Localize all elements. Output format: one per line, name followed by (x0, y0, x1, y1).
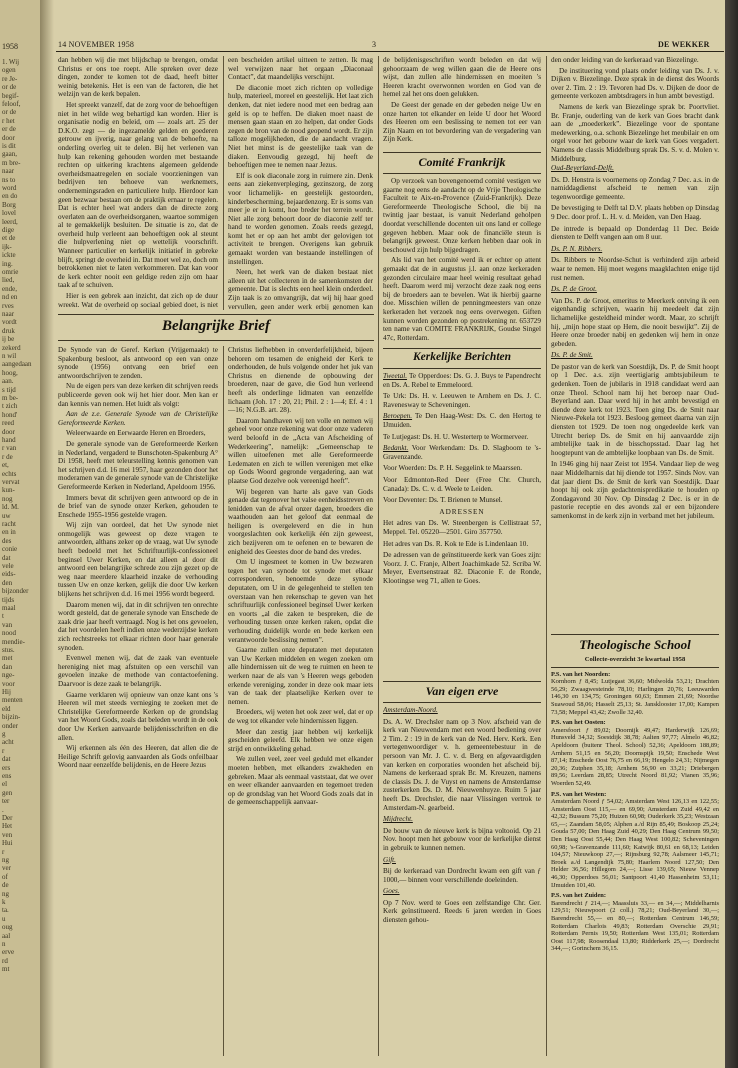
prev-page-fragment: ens (2, 772, 12, 780)
goes-continuation: den onder leiding van de kerkeraad van Biezelinge. De instituering vond plaats onder leiding van Ds. J. v. Dijken v. Biezelinge. Deze sprak in de dienst des Woords over 2. Tim. 2 : 19. Tevoren had Ds. v. Dijken de door de gemeente verkozen ambtsdragers in hun ambt bevestigd. Namens de kerk van Biezelinge sprak br. Poortvliet. Br. Franje, ouderling van de kerk van Goes bracht dank aan de „moederkerk”. Biezelinge voor de spontane medewerking, o.a. schonk Biezelinge het meubilair en om orgel voor het gebouw waar de kerk van Goes vergadert. Namens de classis Middelburg sprak Ds. S. v. d. Molen v. Middelburg. (551, 56, 719, 162)
prev-page-fragment: et de (2, 234, 16, 243)
prev-page-fragment: ng (2, 889, 9, 898)
prev-page-fragment: lied, (2, 276, 15, 285)
prev-page-fragment: m bre- (2, 158, 21, 167)
prev-page-fragment: g (2, 730, 6, 738)
kerk-item-text: Te Lutjegast: Ds. H. U. Westerterp te Wormerveer. (383, 432, 529, 441)
comite-signature (383, 344, 541, 345)
prev-page-fragment: ing. (2, 259, 13, 268)
prev-page-fragment: is dit (2, 142, 16, 150)
school-collecte: Collecte-overzicht 3e kwartaal 1958 P.S. van het Noorden: Kornhorn ƒ 8,45; Lutjegast 36,60; Midwolda 53,21; Drachten 56,29; Zwaagwesteinde 78,10; Harlingen 20,76; Leeuwarden 146,30 en 134,75; Groningen 60,63; Emmen 21,69; Noordse Suawoud 58,06; Hasselt 25,13; St. Jansklooster 17,00; Kampen 73,58; Meppel 43,42; Zwolle 32,40. P.S. van het Oosten: Amersfoort ƒ 89,02; Doornijk 49,47; Harderwijk 126,69; Hunsveld 34,32; Soestdijk 38,78; Aalten 97,77; Almelo 46,82; Apeldoorn (buitenr Theol. School) 52,36; Apeldoorn 188,89; Arnhem 51,15 en 56,20; Doornspijk 19,50; Enschede West 87,14; Enschede Oost 76,75 en 66,19; Hengelo 24,31; Nijmegen 20,36; Zutphen 35,18; Arnhem 56,90 en 33,21; Driebergen 89,56; Leerdam 28,85; Utrecht Noord 81,92; Vianen 35,96; Woerden 52,49. P.S. van het Westen: Amsterdam Noord ƒ 54,02; Amsterdam West 126,13 en 122,55; Amsterdam Oost 115,— en 69,90; Amsterdam Zuid 49,42 en 42,32; Bussum 75,20; Huizen 60,98; Ouderkerk 35,23; Westzaan 65,—; Zaandam 58,05; Alphen a./d Rijn 85,49; Boskoop 25,24; Gouda 57,00; Den Haag Zuid 40,29; Den Haag Centrum 99,50; Den Haag Oost 55,44; Den Haag West 100,82; Scheveningen 60,98; 's-Gravenzande 111,60; Katwijk 80,61 en 68,13; Leiden 104,57; Nieuwkoop 27,—; Rijnsburg 92,78; Aalsmeer 145,71; Broek a./d Langendijk 75,80; Haarlem Noord 127,50; Den Helder 36,56; Hillegom 24,—; Lisse 139,65; Nieuw Vennep 46,30; Opperdoes 56,01; Santpoort 41,40 Hassenheim 53,11; IJmuiden 101,40. P.S. van het Zuiden: Barendrecht ƒ 214,—; Maassluis 33,— en 34,—; Middelharnis 129,51; Nieuwpoort (2 coll.) 78,21; Oud-Beyerland 30,—; Barendrecht 55,— en 80,—; Rotterdam Centrum 146,59; Rotterdam Charlois 49,83; Rotterdam Overschie 29,91; Rotterdam Pernis 19,50; Rotterdam West 135,01; Rotterdam Oost 117,98; Roosendaal 13,80; Ridderkerk 25,—; Dordrecht 344,—; Gorinchem 36,15. (551, 656, 719, 953)
prev-page-fragment: vele (2, 562, 14, 570)
article-diaconie-col2: een bescheiden artikel uitteen te zetten. Ik mag wel verwijzen naar het orgaan „Diaconaal Contact”, dat maandelijks verschijnt. De diaconie moet zich richten op volledige hulp, materieel, moreel en geestelijk. Het laat zich denken, dat niet iedere nood met een bedrag aan geld is op te heffen. De diaken moet naast de mensen gaan staan en zo helpen, dat onder Gods zegen de bron van de nood geopend wordt. Er zijn talloze mogelijkheden, die de aandacht vragen. Niet het minst is de geestelijke taak van de diaken. Eenvoudig gezegd, hij heeft de behoeftigen mee te nemen naar Jezus. Elf is ook diaconale zorg in ruimere zin. Denk eens aan ziekenverpleging, gezinszorg, de zorg voor lichamelijk- en geestelijk gestoorden, kinderbescherming, bejaardenzorg. Er is soms van meer je er in komt, hoe breder het terrein wordt. Niet alle zorg behoort door de diaconie zelf ter hand te worden genomen. Zoals reeds gezegd, komt het er op aan het ambt der gelovigen tot activiteit te brengen. Overigens kan gebruik gemaakt worden van bestaande instellingen of instellingen. Neen, het werk van de diaken bestaat niet alleen uit het collecteren in de samenkomsten der gemeente. Dat is slechts een heel klein onderdeel. Zijn taak is zo omvangrijk, dat wij hij haar goed vervullen, geen ander werk erbij genomen kan (228, 56, 373, 310)
header-date: 14 NOVEMBER 1958 (58, 40, 135, 49)
van-eigen-erve (383, 706, 541, 1056)
erve-item (383, 887, 541, 896)
personalia-item-text: Ds. D. Henstra is voornemens op Zondag 7 Dec. a.s. in de namiddagdienst afscheid te nemen van zijn tegenwoordige gemeente. (551, 175, 719, 201)
comite-article: Op verzoek van bovengenoemd comité vestigen we gaarne nog eens de aandacht op de Vrije Theologische Faculteit te Aix-en-Provence (Zuid-Frankrijk). Deze Gereformeerde Theologische School, die bij na twintig jaar bestaat, is vanuit Nederland geholpen doordat verschillende docenten uit ons land er college gegeven hebben. Maar ook de financiële steun is belangrijk geweest. Onze kerken hebben daar ook in beschouwd zijn hulp bijgedragen. Als lid van het comité werd ik er echter op attent gemaakt dat de in augustus j.l. aan onze kerkeraden gezonden circulaire maar heel weinig resultaat gehad heeft. Daarom werd mij verzocht deze zaak nog eens bij de broeders aan te bevelen. Wat ik hierbij gaarne doe. Misschien willen de penningmeesters van onze kerkeraden het verzoek nog eens overwegen. Giften kunnen worden gezonden op postrekening nr. 653729 ten name van COMITE FRANKRIJK, Goudse Singel 47c, Rotterdam. (383, 177, 541, 345)
prev-page-fragment: ter (2, 797, 10, 806)
kerk-list (383, 372, 541, 505)
prev-page-fragment: door (2, 427, 15, 436)
personalia-item-text: De intrede is bepaald op Donderdag 11 Dec. Beide diensten te Delft vangen aan om 8 uur. (551, 224, 719, 242)
personalia-item-text: De bevestiging te Delft tal D.V. plaats hebben op Dinsdag 9 Dec. door prof. L. H. v. d. Meiden, van Den Haag. (551, 204, 719, 221)
personalia-list (551, 164, 719, 521)
prev-page-fragment: stus. (2, 646, 15, 654)
personalia-item (551, 363, 719, 458)
personalia-item (551, 460, 719, 520)
header-page-number: 3 (372, 40, 377, 49)
kerk-item (383, 444, 541, 461)
prev-page-fragment: druk (2, 326, 15, 335)
comite-bottom-rule (383, 173, 541, 174)
prev-page-fragment: nd en (2, 293, 18, 302)
personalia-item-text: De pastor van de kerk van Soestdijk, Ds. P. de Smit hoopt op 1 Dec. a.s. zijn veertigjarig ambtsjubileum te gedenken. Toen de jubilaris in 1918 candidaat werd aan onze Theol. School nam hij het beroep naar Oud-Beyerland aan. Daar werd hij in het ambt bevestigd en diende deze kerk tot 1923. Toen ging Ds. de Smit naar Nieuwe-Pekela tot 1923. Besloog gemeet daarna van zijn diensten tot 1929. De toen nog ongedeelde kerk van Utrecht beriep Ds. de Smit en hij aanvaardde zijn ambtelijke taak in de bisschopsstad. Daar lag het hoogtepunt van de ambtelijke loopbaan van Ds. de Smit. (551, 362, 719, 457)
prev-page-fragment: onder (2, 721, 18, 730)
personalia-item-heading: Oud-Beyerland-Delft. (551, 164, 614, 172)
erve-item (383, 867, 541, 884)
prev-page-fragment: nog (2, 494, 13, 503)
prev-page-fragment: hand (2, 436, 16, 444)
prev-page-fragment: nge- (2, 671, 15, 680)
prev-page-fragment: leerd, (2, 217, 18, 226)
prev-page-fragment: t zich (2, 402, 18, 411)
prev-page-fragment: voor (2, 679, 15, 688)
personalia-item-text: In 1946 ging hij naar Zeist tot 1954. Vandaar liep de weg naar Middelharnis dat hij diende tot 1957. Sinds Nov. van dat jaar dient Ds. de Smit de kerk van Soestdijk. Daar hoopt hij ook zijn gedachtenispredikatie te houden op Zondagavond 30 Nov. Op Dinsdag 2 Dec. is er in de pastorie receptie en des avonds zal er een bijzondere samenkomst in de kerk zijn in verband met het jubileum. (551, 460, 719, 520)
prev-page-fragment: echts (2, 469, 17, 478)
kerk-item-text: Voor Woerden: Ds. P. H. Seggelink te Maarssen. (383, 464, 523, 473)
personalia-item (551, 225, 719, 242)
prev-page-fragment: u (2, 914, 6, 923)
column-divider (378, 56, 379, 1056)
kerk-bottom-rule (383, 368, 541, 369)
personalia-item (551, 204, 719, 221)
prev-page-fragment: t (2, 612, 4, 621)
erve-item (383, 706, 541, 715)
prev-page-fragment: dat (2, 755, 11, 764)
prev-page-fragment: lovel (2, 209, 16, 218)
prev-page-fragment: ld. M. (2, 503, 19, 512)
adressen-heading: ADRESSEN (439, 507, 485, 516)
prev-page-fragment: vordt (2, 318, 17, 327)
prev-page-fragment: des (2, 536, 12, 545)
prev-page-fragment: dan (2, 662, 13, 671)
brief-left-column: De Synode van de Geref. Kerken (Vrijgemaakt) te Spakenburg besloot, als antwoord op een van onze synode (1956) ontvang een brief een antwoordschrijven te zenden. Nu de eigen pers van deze kerken dit schrijven reeds publiceerde geven ook wij het hier door. Men kan er dan kennis van nemen. Het luidt als volgt: Aan de z.e. Generale Synode van de Christelijke Gereformeerde Kerken. Weleerwaarde en Eerwaarde Heren en Broeders, De generale synode van de Gereformeerde Kerken in Nederland, vergaderd te Bunschoten-Spakenburg A° Di 1958, heeft met teleurstelling kennis genomen van het schrijven d.d. 16 mei 1957, haar gezonden door het moderamen van de generale synode van de Christelijke Gereformeerde Kerken in Nederland, Apeldoorn 1956. Immers bevat dit schrijven geen antwoord op de in de brief van de synode onzer Kerken, gehouden te Enschede 1955-1956 gestelde vragen. Wij zijn van oordeel, dat het Uw synode niet onmogelijk was geweest op deze vragen te antwoorden, althans zeker op de vraag, wat Uw synode heeft bedoeld met het Schriftuurlijk-confessioneel beginsel Uwer Kerken, en dat alleen al door dit antwoord een belangrijke schrede zou zijn gezet op de weg naar meerdere klaarheid inzake de verhouding tussen Uw en onze kerken, gelijk die door Uw kerken blijkens het schrijven d.d. 16 mei 1956 wordt begeerd. Daarom menen wij, dat in dit schrijven ten onrechte wordt gesteld, dat de generale synode van Enschede de zaak drie jaar heeft vertraagd. Nog is het ons gevoelen, dat het voordelen heeft indien onze wederzijdse kerken zich rechtstreeks tot elkaar richten door haar generale synoden. Evenwel menen wij, dat de zaak van eventuele hereniging niet mag afstuiten op een verschil van gevoelen inzake de methode van contactoefening. Daarvoor is deze zaak te belangrijk. Gaarne verklaren wij opnieuw van onze kant ons 's Heeren wil met steeds vernieging te zoeken met de Christelijke Gereformeerde Kerken op de grondslag van het Woord Gods, zoals dat beleden wordt in de ook door Uw Kerken aanvaarde belijdenisschriften en die allen. Wij erkennen als één des Heeren, dat allen die de Heilige Schrift gelovig aanvaarden als Gods onfeilbaar Woord naar eenzelfde belijdenis, en de Heere Jezus (58, 346, 218, 770)
previous-page-edge (0, 0, 41, 1068)
prev-page-fragment: r van (2, 444, 17, 453)
kerk-item (383, 392, 541, 409)
header-paper-name: DE WEKKER (658, 40, 710, 49)
prev-page-fragment: door (2, 133, 15, 142)
erve-top-rule (383, 681, 541, 682)
kerk-item-heading: Bedankt. (383, 444, 409, 453)
prev-page-fragment: maal (2, 604, 16, 612)
brief-bottom-rule (58, 340, 374, 341)
prev-page-fragment: re Je- (2, 74, 18, 83)
erve-item-text: Bij de kerkeraad van Dordrecht kwam een gift van ƒ 1000,— binnen voor verschillende doeleinden. (383, 867, 541, 884)
prev-page-fragment: menten (2, 696, 23, 705)
prev-page-fragment: vervat (2, 478, 20, 486)
prev-page-fragment: Der (2, 814, 13, 822)
header-rule (56, 51, 724, 52)
erve-item (383, 815, 541, 824)
prev-page-fragment: ns to (2, 175, 16, 184)
prev-page-fragment: r de (2, 452, 13, 461)
prev-page-fragment: r (2, 847, 5, 856)
prev-page-fragment: k (2, 898, 6, 906)
prev-page-fragment: met (2, 654, 13, 663)
kerk-item-heading: Beroepen. (383, 412, 413, 421)
prev-page-fragment: Hij (2, 688, 11, 696)
prev-page-fragment: ijk- (2, 242, 12, 251)
school-top-rule (551, 634, 719, 635)
prev-page-fragment: eld (2, 704, 11, 713)
prev-page-fragment: naar (2, 167, 15, 176)
school-sub-rule (551, 667, 719, 668)
erve-item (383, 856, 541, 865)
prev-page-fragment: aangedaan (2, 360, 32, 369)
personalia-item (551, 351, 719, 360)
prev-page-fragment: dige (2, 226, 15, 234)
personalia-item (551, 176, 719, 202)
personalia-item (551, 245, 719, 254)
prev-page-fragment: racht (2, 520, 16, 528)
personalia-item-text: Ds. Ribbers te Noordse-Schut is verhinderd zijn arbeid waar te nemen. Hij moet wegens maagklachten enige tijd rust nemen. (551, 256, 719, 282)
prev-page-fragment: uw (2, 511, 11, 520)
kerk-title: Kerkelijke Berichten (412, 351, 512, 363)
personalia-item (551, 164, 719, 173)
prev-page-fragment: den (2, 578, 13, 587)
erve-item (383, 718, 541, 813)
page-fold-shadow (40, 0, 54, 1068)
comite-title: Comité Frankrijk (418, 155, 506, 169)
article-diaconie-col1: dan hebben wij die met blijdschap te brengen, omdat Christus er ons toe roept. Alle spreken over deze dingen, zonder te komen tot de daad, heeft bitter weinig betekenis. Het is een van de factoren, die het welzijn van de kerk bepalen. Het spreekt vanzelf, dat de zorg voor de behoeftigen niet in het wilde weg behartigd kan worden. Hier is organisatie nodig en beleid, om — zoals art. 25 der D.K.O. zegt — de ingezamelde gelden en goederen getrouw en ijverig, naar gelang van de behoefte, na onderling overleg uit te delen. Bij het verlenen van hulp kan rekening gehouden worden met bestaande rechten op uitkering krachtens algemeen geldende overheidsmaatregelen en sociale voorzieningen van bedrijven ten behoeve van werknemers, ondernemingsraden en particuliere hulp. Hierdoor kan geen bezwaar bestaan om de praktijk ernaar te regelen. Dat is echter heel wat anders dan de directe zorg overlaten aan de overheidsorganen, waartoe sommigen al te gemakkelijk besluiten. De situatie is zo, dat de overheid hulp verleent aan behoeftigen ook al steunt die hulpverlening niet op wettelijk voorschrift. Wanneer particulier en kerkelijk initiatief in gebreke blijft, springt de overheid in. Dat moet wel zo, doch om betrokkenen niet te laten verkommeren. Dat kan voor de kerk echter nooit een geldige reden zijn om haar taak af te schuiven. Hier is een gebrek aan inzicht, dat zich op de duur wreekt. Wat de overheid op sociaal gebied doet, is niet (58, 56, 218, 309)
prev-page-fragment: oug (2, 923, 13, 932)
prev-page-fragment: conie (2, 545, 18, 554)
prev-page-fragment: s tijd (2, 385, 16, 394)
kerk-item (383, 372, 541, 389)
background-edge (725, 0, 738, 1068)
prev-page-fragment: word (2, 184, 17, 192)
erve-item-heading: Gift. (383, 855, 396, 864)
brief-title: Belangrijke Brief (162, 318, 270, 334)
kerk-item-text: Voor Deventer: Ds. T. Brienen te Munsel. (383, 496, 503, 505)
kerk-item (383, 496, 541, 505)
erve-item-heading: Amsterdam-Noord. (383, 706, 438, 714)
prev-page-fragment: ver (2, 864, 11, 873)
kerkelijke-berichten: Tweetal. Te Opperdoes: Ds. G. J. Buys te Papendrecht en Ds. A. Rebel te Emmeloord. Te Urk: Ds. H. v. Leeuwen te Arnhem en Ds. J. C. Ravenesway te Scheveningen. Beroepen. Te Den Haag-West: Ds. C. den Hertog te IJmuiden. Te Lutjegast: Ds. H. U. Westerterp te Wormerveer. Bedankt. Voor Werkendam: Ds. D. Slagboom te 's-Gravenzande. Voor Woerden: Ds. P. H. Seggelink te Maarssen. Voor Edmonton-Red Deer (Free Chr. Church, Canada): Ds. C. v. d. Weele te Leiden. Voor Deventer: Ds. T. Brienen te Munsel. ADRESSEN Het adres van Ds. W. Steenbergen is Cellistraat 57, Meppel. Tel. 05220—2501. Giro 357750. Het adres van Ds. R. Kok te Ede is Lindenlaan 10. De adressen van de geïnstitueerde kerk van Goes zijn: Voorz. J. C. Franje, Albert Joachimkade 52. Scriba W. Meyer, Evertsenstraat 82. Diaconie F. de Ronde, Klootingse weg 71, allen te Goes. (383, 372, 541, 585)
kerk-item (383, 464, 541, 473)
prev-page-fragment: zekerd (2, 343, 21, 352)
brief-right-column: Christus liefhebben in onverderfelijkheid, bijeen behoren om tesamen de enigheid der Kerk te onderhouden, de huls volgende onder het juk van Christus en dienende de opbouwing der broederen, naar de gave, die God hun verleend heeft als onderlinge lidmaten van eenzelfde lichaam (Joh. 17 : 20, 21; Phil. 2 : 1—4; Ef. 4 : 1—16; N.G.B. art. 28). Daarom handhaven wij ten volle en nemen wij geheel voor onze rekening wat door onze vaderen werd beloofd in de „Acta van Afscheiding of Wederkeering”, namelijk: „Gemeenschap te willen uitoefenen met alle Gereformeerde Ledematen en zich te willen verenigen met elke op Gods Woord gegronde vergadering, aan wat plaatse God dezelve ook vereenigd heeft”. Wij begeren van harte als gave van Gods genade dat tegenover het valse eenheidsstreven en lenidden van de afval onzer dagen, broeders die waathouden aan het geloof dat eenmaal de heiligen is overgeleverd en die in hun voorgeslachten ook kerkelijk één zijn geweest, zich bezijveren om te oefenen en te bewaren de enigheid des Geestes door de band des vredes. Om U ingesmeet te komen in Uw bezwaren tegen het van synode tot synode met elkaar corresponderen, benoemde deze synode deputaten, om U in de gelegenheid te stellen ten overstaan van hen rekenschap te geven van het schriftuurlijk confessioneel beginsel Uwer kerken en voorts „al die zaken te bespreken, die de verhouding tussen onze kerken raken, opdat die verhouding duidelijk worde en bede kerken een verantwoorde beslissing nemen”. Gaarne zullen onze deputaten met deputaten van Uw Kerken middelen en wegen zoeken om alle hindernissen uit de weg te ruimen en heen te werken naar de als van 's Heeren wegs geboden erkende vereniging, zonder in deze ook maar iets van de taak der plaatselijke Kerken over te nemen. Broeders, wij weten het ook zeer wel, dat er op de weg tot elkander vele hindernissen liggen. Meer dan zestig jaar hebben wij kerkelijk gescheiden geleefd. Elk hebben we onze eigen strijd en ontwikkeling gehad. We zullen veel, zeer veel geduld met elkander moeten hebben, met elkanders zwakheden en gebreken. Maar als eenmaal vaststaat, dat we over en weer elkander aanvaarden en tegemoet treden op de grondslag van het Woord Gods zoals dat in de gemeenschappelijk aanvaar- (228, 346, 373, 807)
personalia-item (551, 297, 719, 349)
erve-item-text: Ds. A. W. Drechsler nam op 3 Nov. afscheid van de kerk van Nieuwendam met een woord bediening over 2 Tim. 2 : 19 in de kerk van de Ned. Herv. Kerk. Een vertegenwoordiger v. h. gemeentebestuur in de persoon van Mr. J. C. v. d. Berg en afgevaardigden van kerken en corporaties woonden het afscheid bij. Namens de kerkeraad sprak Br. M. Kreuzen, namens de classis Ds. J. de Vuyst en namens de Amsterdamse zusterkerken Ds. D. M. Nieuwenhuyze. Ruim 5 jaar heeft Ds. Drechsler, die naar Vlissingen vertrok te Amsterdam-N. gearbeid. (383, 717, 541, 812)
erve-item (383, 899, 541, 925)
prev-page-fragment: rd (2, 956, 8, 965)
personalia-item-heading: Ds. P. N. Ribbers. (551, 244, 603, 253)
erve-item-text: De bouw van de nieuwe kerk is bijna voltooid. Op 21 Nov. hoopt men het gebouw voor de kerkelijke dienst in gebruik te kunnen nemen. (383, 826, 541, 852)
prev-page-fragment: or de (2, 83, 17, 92)
erve-item-text: Op 7 Nov. werd te Goes een zelfstandige Chr. Ger. Kerk geïnstitueerd. Reeds 6 jaren werden in Goes diensten gehou- (383, 898, 541, 925)
brief-continuation: de belijdenisgeschriften wordt beleden en dat wij gehoorzaam de weg willen gaan die de Heere ons wijst, dan zullen alle hindernissen en moeiten 's Heeren kracht overwonnen worden en God van de hemel zal het ons doen gelukken. De Geest der genade en der gebeden neige Uw en onze harten tot elkander en leide U door het Woord des Heeren om een beslissing te nemen tot eer van Zijn Naam en tot bevordering van de vergadering van Zijn Kerk. (383, 56, 541, 144)
erve-title: Van eigen erve (425, 684, 499, 698)
personalia-item-heading: Ds. P. de Smit. (551, 351, 593, 360)
kerk-item-text: Voor Edmonton-Red Deer (Free Chr. Church, Canada): Ds. C. v. d. Weele te Leiden. (383, 475, 541, 493)
prev-page-fragment: ta. (2, 906, 9, 915)
prev-page-fragment: erve (2, 948, 15, 957)
erve-list (383, 706, 541, 925)
column-divider (223, 346, 224, 1056)
prev-page-fragment: mendie- (2, 637, 25, 646)
personalia-item (551, 256, 719, 282)
erve-bottom-rule (383, 702, 541, 703)
kerk-item-text: Voor Werkendam: Ds. D. Slagboom te 's-Gravenzande. (383, 444, 541, 461)
kerk-item-text: Te Den Haag-West: Ds. C. den Hertog te IJmuiden. (383, 412, 541, 429)
kerk-item-heading: Tweetal. (383, 372, 408, 380)
personalia-item (551, 285, 719, 294)
school-subtitle: Collecte-overzicht 3e kwartaal 1958 (584, 656, 686, 663)
column-divider (223, 56, 224, 310)
prev-page-fragment: et, (2, 461, 9, 470)
prev-page-fragment: or de (2, 108, 17, 117)
prev-page-fragment: n wil (2, 352, 17, 360)
prev-page-fragment: de (2, 881, 9, 890)
prev-page-fragment: rves (2, 301, 14, 310)
prev-page-fragment: ng (2, 856, 9, 864)
prev-page-fragment: feloof, (2, 100, 21, 108)
prev-page-fragment: ers (2, 763, 11, 772)
kerk-top-rule (383, 348, 541, 349)
prev-page-fragment: aan. (2, 377, 14, 386)
prev-page-fragment: el (2, 780, 8, 789)
prev-page-fragment: r het (2, 116, 15, 125)
prev-page-fragment: van (2, 620, 13, 629)
prev-page-fragment: . (2, 805, 4, 814)
prev-page-fragment: dat (2, 553, 11, 562)
prev-page-fragment: naar (2, 310, 15, 318)
kerk-item-text: Te Urk: Ds. H. v. Leeuwen te Arnhem en Ds. J. C. Ravenesway te Scheveningen. (383, 392, 541, 409)
personalia-item-heading: Ds. P. de Groot. (551, 285, 597, 294)
prev-page-fragment: m be- (2, 394, 19, 402)
prev-page-fragment: hond' (2, 410, 18, 419)
comite-top-rule (383, 152, 541, 153)
prev-page-fragment: n (2, 940, 6, 948)
prev-page-fragment: mt (2, 965, 10, 974)
prev-page-fragment: Borg (2, 200, 16, 209)
kerk-item (383, 476, 541, 493)
prev-page-fragment: en do (2, 192, 18, 201)
prev-page-fragment: reed (2, 419, 15, 428)
prev-page-fragment: nood (2, 629, 16, 638)
brief-top-rule (58, 314, 374, 315)
prev-page-fragment: en in (2, 528, 16, 537)
personalia-item-text: Van Ds. P. de Groot, emeritus te Meerkerk ontving ik een eigenhandig schrijven, waarin hij meedeelt dat zijn lichamelijke gesteldheid minder wordt. Maar, zo schrijft hij, „mijn hope staat op Hem, die nooit beswijkt”. Zij de Heere onze broeder nabij en gedenken wij hem in onze gebeden. (551, 296, 719, 348)
prev-page-fragment: of (2, 872, 8, 881)
column-divider (546, 56, 547, 1056)
prev-page-fragment: gen (2, 788, 13, 797)
prev-page-fragment: gaan, (2, 150, 17, 159)
kerk-item (383, 412, 541, 429)
prev-page-fragment: ende, (2, 284, 17, 293)
erve-item (383, 827, 541, 853)
erve-item-heading: Goes. (383, 887, 400, 896)
school-title: Theologische School (579, 637, 691, 652)
prev-page-fragment: bijzin- (2, 713, 21, 722)
prev-page-fragment: ogen (2, 66, 16, 75)
prev-page-fragment: bijzonder (2, 587, 29, 596)
kerk-item (383, 433, 541, 442)
prev-page-fragment: hoog, (2, 368, 18, 377)
kerk-item-text: Te Opperdoes: Ds. G. J. Buys te Papendrecht en Ds. A. Rebel te Emmeloord. (383, 372, 541, 389)
prev-page-fragment: begif- (2, 91, 19, 100)
prev-page-fragment: ickte (2, 251, 16, 260)
prev-page-fragment: er de (2, 125, 16, 134)
prev-page-fragment: eids- (2, 570, 16, 579)
prev-page-year: 1958 (2, 42, 18, 51)
prev-page-fragment: ven (2, 830, 13, 839)
prev-page-fragment: Het (2, 822, 13, 831)
personalia (551, 164, 719, 632)
prev-page-fragment: r (2, 746, 5, 755)
prev-page-fragment: Hui (2, 839, 13, 848)
prev-page-fragment: acht (2, 738, 14, 747)
prev-page-fragment: aal (2, 931, 11, 940)
prev-page-fragment: tijds (2, 595, 15, 604)
erve-item-heading: Mijdrecht. (383, 815, 413, 824)
prev-page-fragment: ij be (2, 335, 15, 344)
prev-page-fragment: omrie (2, 268, 19, 276)
prev-page-fragment: 1. Wij (2, 58, 20, 66)
prev-page-fragment: kun- (2, 486, 15, 495)
